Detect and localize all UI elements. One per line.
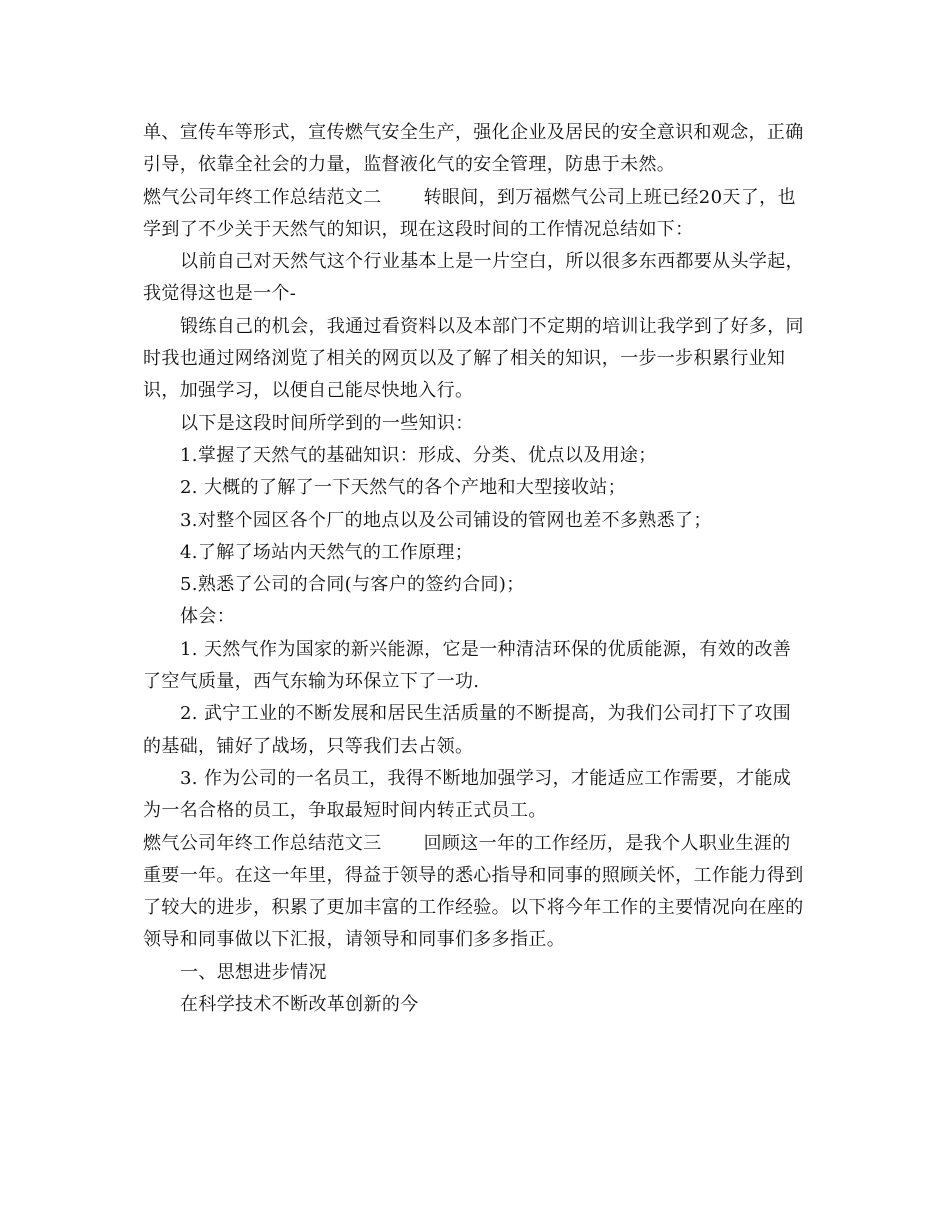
paragraph-text: 转眼间，到万福燃气公司上班已经20天了，也学到了不少关于天然气的知识，现在这段时间的工作情况总结如下：: [143, 186, 796, 240]
section-heading: 燃气公司年终工作总结范文二: [143, 186, 382, 208]
paragraph: 以前自己对天然气这个行业基本上是一片空白，所以很多东西都要从头学起，我觉得这也是一个-: [143, 251, 804, 305]
paragraph: 在科学技术不断改革创新的今: [180, 994, 419, 1016]
document-body: [143, 117, 808, 1021]
paragraph: 以下是这段时间所学到的一些知识：: [180, 412, 474, 434]
paragraph: 体会：: [180, 606, 236, 628]
list-item: 1. 天然气作为国家的新兴能源，它是一种清洁环保的优质能源，有效的改善了空气质量，西气东输为环保立下了一功.: [143, 638, 792, 693]
subsection-heading: 一、思想进步情况: [180, 961, 327, 983]
paragraph-with-heading: [143, 182, 808, 247]
paragraph: 单、宣传车等形式，宣传燃气安全生产，强化企业及居民的安全意识和观念，正确引导，依靠全社会的力量，监督液化气的安全管理，防患于未然。: [143, 122, 804, 176]
paragraph-with-heading: [143, 828, 808, 957]
list-item: 3.对整个园区各个厂的地点以及公司铺设的管网也差不多熟悉了；: [180, 509, 712, 531]
list-item: 2. 大概的了解了一下天然气的各个产地和大型接收站；: [180, 477, 626, 499]
paragraph: 锻练自己的机会，我通过看资料以及本部门不定期的培训让我学到了好多，同时我也通过网络浏览了相关的网页以及了解了相关的知识，一步一步积累行业知识，加强学习，以便自己能尽快地入行。: [143, 315, 804, 402]
section-heading: 燃气公司年终工作总结范文三: [143, 832, 382, 854]
list-item: 2. 武宁工业的不断发展和居民生活质量的不断提高，为我们公司打下了攻围的基础，铺好了战场，只等我们去占领。: [143, 703, 792, 757]
paragraph-text: 回顾这一年的工作经历，是我个人职业生涯的重要一年。在这一年里，得益于领导的悉心指导和同事的照顾关怀，工作能力得到了较大的进步，积累了更加丰富的工作经验。以下将今年工作的主要情况向在座的领导和同事做以下汇报，请领导和同事们多多指正。: [143, 832, 804, 951]
list-item: 3. 作为公司的一名员工，我得不断地加强学习，才能适应工作需要，才能成为一名合格的员工，争取最短时间内转正式员工。: [143, 767, 792, 822]
list-item: 5.熟悉了公司的合同(与客户的签约合同)；: [180, 574, 525, 596]
list-item: 4.了解了场站内天然气的工作原理；: [180, 541, 474, 563]
list-item: 1.掌握了天然气的基础知识：形成、分类、优点以及用途；: [180, 444, 657, 466]
